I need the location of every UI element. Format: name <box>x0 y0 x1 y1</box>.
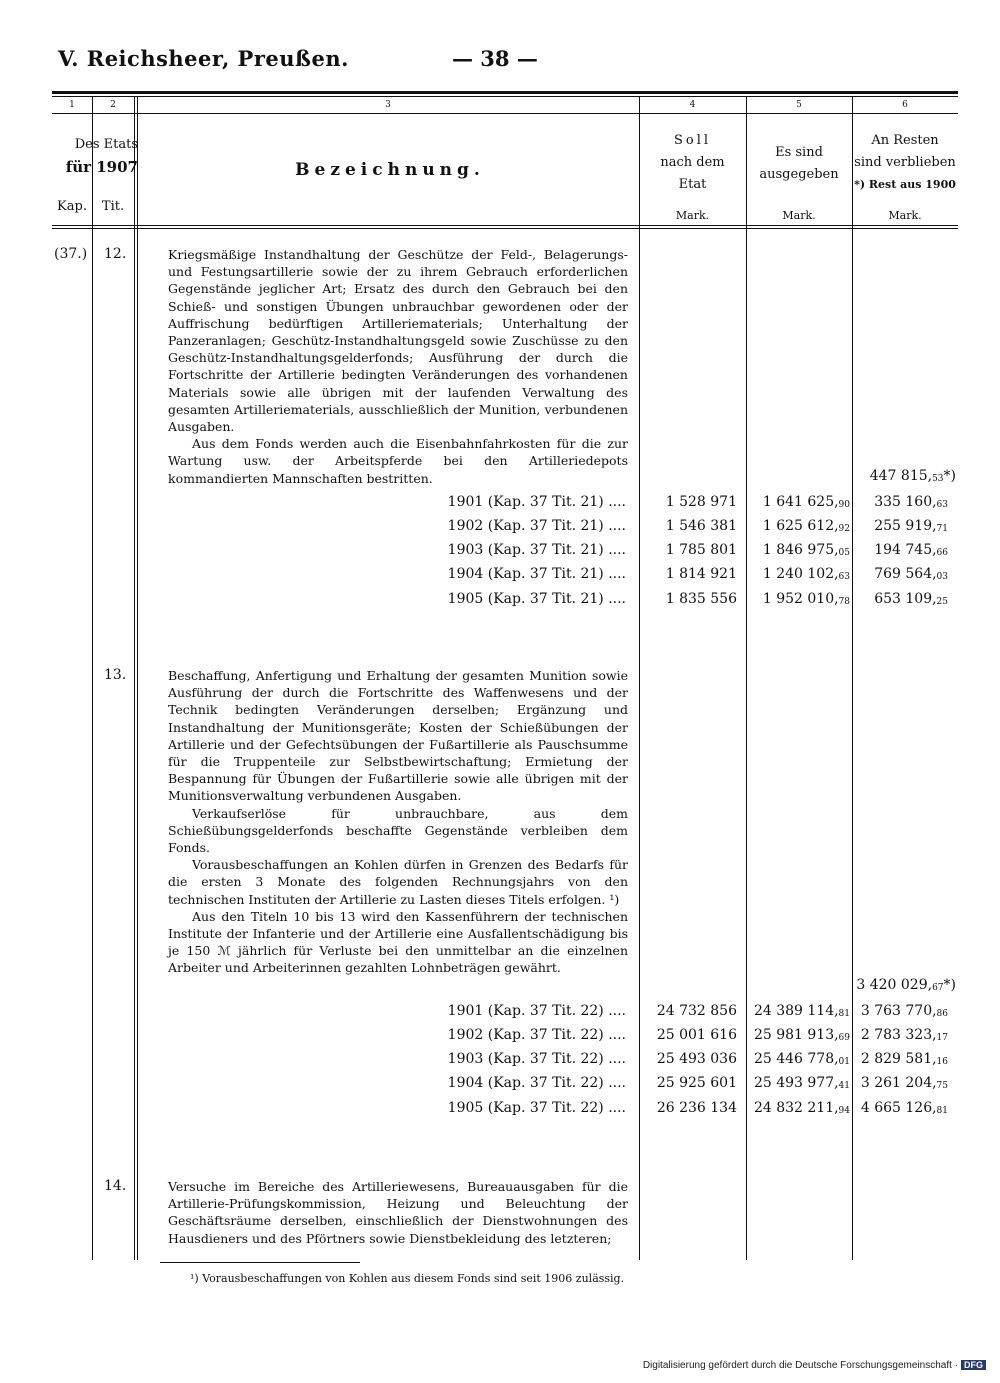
entry-12-paragraph-1: Kriegsmäßige Instandhaltung der Geschütze der Feld-, Belagerungs- und Festungsartillerie sowie der zu ihrem Gebrauch erforderlichen Gegenstände jeglicher Art; Ersatz des durch den Gebrauch bei den Schieß- und sonstigen Übungen unbrauchbar gewordenen oder der Auffrischung bedürftigen Artilleriematerials; Unterhaltung der Panzeranlagen; Geschütz-Instandhaltungsgeld sowie Zuschüsse zu den Geschütz-Instandhaltungsgelderfonds; Ausführung der durch die Fortschritte der Artillerie bedingten Veränderungen des vorhandenen Materials sowie alle übrigen mit der laufenden Verwaltung des gesamten Artilleriematerials, ausschließlich der Munition, verbundenen Ausgaben. <box>168 247 628 435</box>
credit-text: Digitalisierung gefördert durch die Deutsche Forschungsgemeinschaft · <box>642 1360 958 1371</box>
soll-value: 1 528 971 <box>665 494 737 510</box>
rest-sub: 66 <box>936 548 948 558</box>
ausgegeben-main: 1 240 102, <box>762 566 839 582</box>
ausgegeben-sub: 69 <box>838 1033 850 1043</box>
ausgegeben-line-2: ausgegeben <box>759 167 839 182</box>
ausgegeben-main: 24 832 211, <box>753 1100 839 1116</box>
rest-main: 255 919, <box>874 518 937 534</box>
soll-value: 25 001 616 <box>656 1027 737 1043</box>
colnum-rule <box>52 113 958 114</box>
rest-main: 4 665 126, <box>860 1100 937 1116</box>
footnote-rule <box>160 1262 360 1263</box>
soll-line-1: Soll <box>673 133 712 148</box>
header-bottom-rule-2 <box>52 228 958 229</box>
col-divider-2 <box>134 96 135 1260</box>
colnum-4: 4 <box>689 100 696 110</box>
mark-label-4: Mark. <box>675 209 710 222</box>
rest-1900-13-main: 3 420 029, <box>856 977 933 993</box>
entry-12-text <box>168 246 628 487</box>
footnote: ¹) Vorausbeschaffungen von Kohlen aus diesem Fonds sind seit 1906 zulässig. <box>190 1272 625 1285</box>
rest-1900-13-sub: 67 <box>932 983 944 993</box>
year-label: 1905 (Kap. 37 Tit. 22) .... <box>447 1100 626 1116</box>
mark-label-6: Mark. <box>888 209 922 222</box>
ausgegeben-main: 24 389 114, <box>753 1003 839 1019</box>
reste-line-2: sind verblieben <box>854 155 956 170</box>
page-number: — 38 — <box>452 46 538 71</box>
etats-line-2: für 1907 <box>65 158 138 176</box>
soll-value: 1 814 921 <box>665 566 737 582</box>
ausgegeben-sub: 92 <box>838 524 850 534</box>
year-label: 1901 (Kap. 37 Tit. 22) .... <box>447 1003 626 1019</box>
ausgegeben-sub: 90 <box>838 500 850 510</box>
rest-value <box>852 1027 948 1043</box>
rest-value <box>852 1051 948 1067</box>
entry-13-text <box>168 667 628 977</box>
colnum-6: 6 <box>902 100 908 110</box>
mark-label-5: Mark. <box>782 209 816 222</box>
soll-value: 1 785 801 <box>665 542 737 558</box>
ausgegeben-sub: 78 <box>838 597 850 607</box>
rest-value <box>852 1075 948 1091</box>
ausgegeben-value <box>746 542 850 558</box>
rest-value <box>852 566 948 582</box>
rest-value <box>852 1100 948 1116</box>
ausgegeben-main: 25 981 913, <box>753 1027 839 1043</box>
tit-header: Tit. <box>101 199 125 214</box>
soll-line-2: nach dem <box>660 155 725 170</box>
year-label: 1902 (Kap. 37 Tit. 21) .... <box>447 518 626 534</box>
ausgegeben-value <box>746 591 850 607</box>
soll-value: 24 732 856 <box>656 1003 737 1019</box>
colnum-1: 1 <box>69 100 75 110</box>
soll-value: 1 546 381 <box>665 518 737 534</box>
tit-14: 14. <box>104 1178 127 1194</box>
soll-header <box>639 130 746 196</box>
ausgegeben-value <box>746 1075 850 1091</box>
rest-value <box>852 1003 948 1019</box>
reste-line-3: *) Rest aus 1900 <box>854 178 956 191</box>
rest-main: 769 564, <box>874 566 937 582</box>
rest-1900-13-star: *) <box>943 977 956 993</box>
rest-main: 653 109, <box>874 591 937 607</box>
soll-value: 26 236 134 <box>656 1100 737 1116</box>
soll-line-3: Etat <box>678 177 707 192</box>
soll-value: 25 493 036 <box>656 1051 737 1067</box>
header-bottom-rule <box>52 225 958 226</box>
rest-sub: 17 <box>936 1033 948 1043</box>
rest-1900-12-star: *) <box>943 468 956 484</box>
col-divider-1 <box>92 96 93 1260</box>
ausgegeben-main: 1 625 612, <box>762 518 839 534</box>
entry-14-text <box>168 1178 628 1247</box>
rest-value <box>852 494 948 510</box>
etats-header <box>52 134 138 178</box>
rest-main: 2 783 323, <box>860 1027 937 1043</box>
entry-13-paragraph-2: Verkaufserlöse für unbrauchbare, aus dem Schießübungsgelderfonds beschaffte Gegenstände verbleiben dem Fonds. <box>168 805 628 856</box>
ausgegeben-main: 25 446 778, <box>753 1051 839 1067</box>
running-head: V. Reichsheer, Preußen. <box>58 46 349 71</box>
ausgegeben-value <box>746 1100 850 1116</box>
year-label: 1904 (Kap. 37 Tit. 21) .... <box>447 566 626 582</box>
kap-header: Kap. <box>57 199 87 214</box>
rest-sub: 86 <box>936 1009 948 1019</box>
tit-12: 12. <box>104 246 127 262</box>
ausgegeben-sub: 01 <box>838 1057 850 1067</box>
rest-main: 3 261 204, <box>860 1075 937 1091</box>
entry-14-paragraph-1: Versuche im Bereiche des Artilleriewesens, Bureauausgaben für die Artillerie-Prüfungskommission, Heizung und Beleuchtung der Geschäftsräume derselben, einschließlich der Dienstwohnungen des Hausdieners und des Pförtners sowie Dienstbekleidung des letzteren; <box>168 1179 628 1246</box>
top-rule-thin <box>52 96 958 97</box>
rest-value <box>852 542 948 558</box>
rest-sub: 16 <box>936 1057 948 1067</box>
ausgegeben-main: 25 493 977, <box>753 1075 839 1091</box>
ausgegeben-main: 1 641 625, <box>762 494 839 510</box>
etats-line-1: Des Etats <box>74 137 138 152</box>
entry-13-paragraph-4: Aus den Titeln 10 bis 13 wird den Kassenführern der technischen Institute der Infanterie und der Artillerie eine Ausfallentschädigung bis je 150 ℳ jährlich für Verluste bei den unmittelbar an die einzelnen Arbeiter und Arbeiterinnen gezahlten Lohnbeträgen gewährt. <box>168 908 628 976</box>
soll-value: 25 925 601 <box>656 1075 737 1091</box>
rest-sub: 75 <box>936 1081 948 1091</box>
rest-main: 2 829 581, <box>860 1051 937 1067</box>
rest-1900-13 <box>852 977 956 993</box>
year-label: 1905 (Kap. 37 Tit. 21) .... <box>447 591 626 607</box>
rest-sub: 25 <box>936 597 948 607</box>
ausgegeben-sub: 63 <box>838 572 850 582</box>
rest-1900-12-main: 447 815, <box>869 468 933 484</box>
rest-sub: 81 <box>936 1106 948 1116</box>
ausgegeben-sub: 94 <box>838 1106 850 1116</box>
colnum-5: 5 <box>796 100 802 110</box>
year-label: 1903 (Kap. 37 Tit. 22) .... <box>447 1051 626 1067</box>
entry-13-paragraph-1: Beschaffung, Anfertigung und Erhaltung der gesamten Munition sowie Ausführung der durch die Fortschritte des Waffenwesens und der Technik bedingten Veränderungen derselben; Ergänzung und Instandhaltung der Munitionsgeräte; Kosten der Schießübungen der Artillerie und der Gefechtsübungen der Fußartillerie als Pauschsumme für die Truppenteile zur Selbstbewirtschaftung; Ermietung der Bespannung für Übungen der Fußartillerie sowie alle übrigen mit der Munitionsverwaltung verbundenen Ausgaben. <box>168 668 628 804</box>
ausgegeben-value <box>746 1051 850 1067</box>
entry-13-paragraph-3: Vorausbeschaffungen an Kohlen dürfen in Grenzen des Bedarfs für die ersten 3 Monate des folgenden Rechnungsjahrs von den technischen Instituten der Artillerie zu Lasten dieses Titels erfolgen. ¹) <box>168 857 628 907</box>
ausgegeben-sub: 41 <box>838 1081 850 1091</box>
ausgegeben-line-1: Es sind <box>775 145 823 160</box>
rest-main: 194 745, <box>874 542 937 558</box>
ausgegeben-sub: 05 <box>838 548 850 558</box>
soll-value: 1 835 556 <box>665 591 737 607</box>
year-label: 1901 (Kap. 37 Tit. 21) .... <box>447 494 626 510</box>
kap-value: (37.) <box>54 246 88 262</box>
rest-1900-12 <box>852 468 956 484</box>
digitization-credit <box>643 1360 986 1371</box>
rest-value <box>852 518 948 534</box>
rest-value <box>852 591 948 607</box>
rest-sub: 71 <box>936 524 948 534</box>
rest-main: 3 763 770, <box>860 1003 937 1019</box>
ausgegeben-value <box>746 1027 850 1043</box>
year-label: 1903 (Kap. 37 Tit. 21) .... <box>447 542 626 558</box>
ausgegeben-header <box>746 142 852 186</box>
tit-13: 13. <box>104 667 127 683</box>
ausgegeben-value <box>746 518 850 534</box>
colnum-3: 3 <box>385 100 391 110</box>
ausgegeben-main: 1 846 975, <box>762 542 839 558</box>
rest-sub: 03 <box>936 572 948 582</box>
dfg-logo-icon: DFG <box>961 1360 986 1370</box>
rest-main: 335 160, <box>874 494 937 510</box>
ausgegeben-value <box>746 1003 850 1019</box>
top-rule <box>52 91 958 94</box>
entry-12-paragraph-2: Aus dem Fonds werden auch die Eisenbahnfahrkosten für die zur Wartung usw. der Arbeitspferde bei den Artilleriedepots kommandierten Mannschaften bestritten. <box>168 436 628 486</box>
col-divider-2b <box>137 96 138 1260</box>
ausgegeben-sub: 81 <box>838 1009 850 1019</box>
colnum-2: 2 <box>110 100 116 110</box>
year-label: 1904 (Kap. 37 Tit. 22) .... <box>447 1075 626 1091</box>
ausgegeben-main: 1 952 010, <box>762 591 839 607</box>
ausgegeben-value <box>746 494 850 510</box>
reste-line-1: An Resten <box>871 133 939 148</box>
year-label: 1902 (Kap. 37 Tit. 22) .... <box>447 1027 626 1043</box>
rest-sub: 63 <box>936 500 948 510</box>
ausgegeben-value <box>746 566 850 582</box>
rest-1900-12-sub: 53 <box>932 474 944 484</box>
bezeichnung-header: Bezeichnung. <box>295 160 485 180</box>
reste-header <box>852 130 958 196</box>
